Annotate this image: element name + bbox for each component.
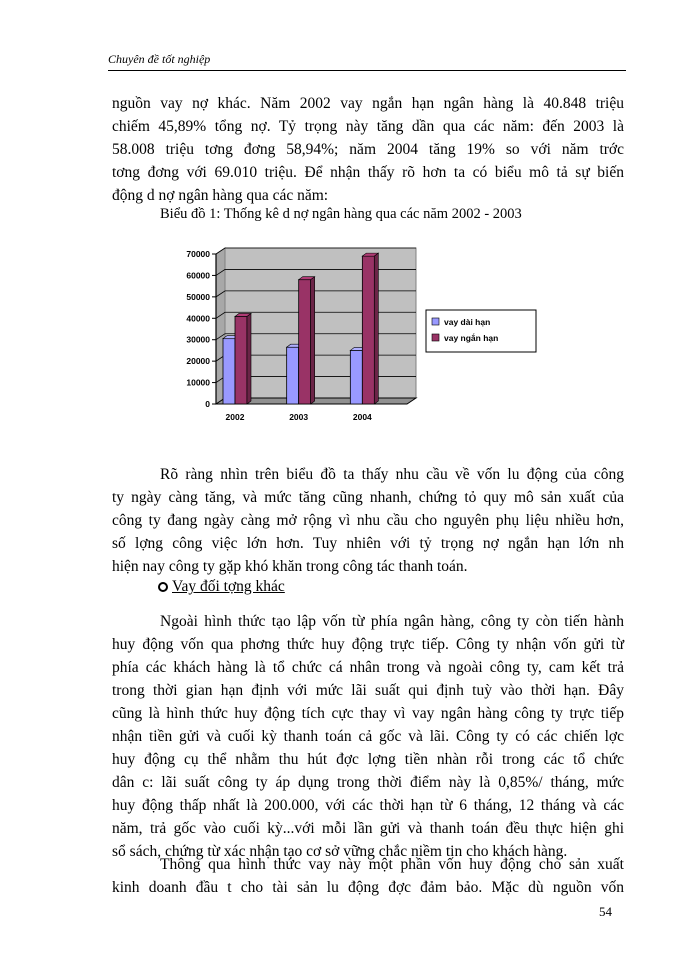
section-heading (158, 578, 285, 596)
chart-back-wall (225, 248, 416, 398)
bar (235, 316, 247, 404)
paragraph-other-loans-first-line (160, 610, 624, 633)
text-line: hiện nay công ty gặp khó khăn trong công tác thanh toán. (112, 558, 468, 575)
text-line: công ty đang ngày càng mở rộng vì nhu cầu cho nguyên phụ liệu nhiều hơn, (112, 512, 624, 529)
y-tick-label: 0 (205, 399, 210, 409)
text-line: nguồn vay nợ khác. Năm 2002 vay ngắn hạn ngân hàng là 40.848 triệu (112, 95, 624, 112)
y-tick-label: 50000 (186, 291, 210, 302)
paragraph-analysis-first-line (160, 463, 624, 486)
bar-chart (170, 240, 550, 432)
y-tick-label: 30000 (186, 334, 210, 345)
text-line: phía các khách hàng là tổ chức cá nhân trong và ngoài công ty, cam kết trả (112, 659, 624, 676)
legend-label: vay dài hạn (444, 317, 491, 327)
legend-swatch (432, 334, 439, 341)
text-line: huy động cụ thể nhằm thu hút đợc lợng tiền nhàn rỗi trong các tổ chức (112, 751, 624, 768)
bar (223, 339, 235, 404)
text-line: tơng đơng với 69.010 triệu. Để nhận thấy rõ hơn ta có biểu mô tả sự biến (112, 164, 624, 181)
bar (362, 256, 374, 404)
circle-bullet-icon (158, 582, 168, 592)
text-line: kinh doanh đầu t cho tài sản lu động đợc đảm bảo. Mặc dù nguồn vốn (112, 879, 624, 896)
text-line: 58.008 triệu tơng đơng 58,94%; năm 2004 tăng 19% so với năm trớc (112, 141, 624, 158)
paragraph-intro (112, 92, 624, 207)
bar-side (311, 277, 315, 404)
text-line: cũng là hình thức huy động tích cực thay vì vay ngân hàng công ty trực tiếp (112, 705, 624, 722)
x-tick-label: 2002 (225, 412, 245, 422)
text-line: sổ sách, chứng từ xác nhận tạo cơ sở vững chắc niềm tin cho khách hàng. (112, 843, 568, 860)
bar (350, 350, 362, 404)
y-tick-label: 10000 (186, 377, 210, 388)
y-tick-label: 60000 (186, 270, 210, 281)
text-line: huy động vốn qua phơng thức huy động trực tiếp. Công ty nhận vốn gửi từ (112, 636, 624, 653)
paragraph-closing (112, 876, 624, 899)
chart-caption: Biểu đồ 1: Thống kê d nợ ngân hàng qua các năm 2002 - 2003 (160, 206, 522, 222)
paragraph-other-loans (112, 633, 624, 863)
y-tick-label: 20000 (186, 356, 210, 367)
running-header: Chuyên đề tốt nghiệp (108, 52, 211, 66)
text-line: năm, trả gốc vào cuối kỳ...với mỗi lần gửi và thanh toán đều thực hiện ghi (112, 820, 624, 837)
y-tick-label: 40000 (186, 313, 210, 324)
text-line: Thông qua hình thức vay này một phần vốn huy động cho sản xuất (160, 856, 624, 873)
page-number: 54 (599, 904, 612, 919)
legend-swatch (432, 318, 439, 325)
y-tick-label: 70000 (186, 249, 210, 259)
text-line: dân c: lãi suất công ty áp dụng trong thời điểm này là 0,85%/ tháng, mức (112, 774, 624, 791)
x-tick-label: 2004 (352, 412, 372, 422)
text-line: trong thời gian hạn định với mức lãi suất qui định tuỳ vào thời hạn. Đây (112, 682, 624, 699)
legend-label: vay ngắn hạn (444, 333, 499, 343)
text-line: chiếm 45,89% tổng nợ. Tỷ trọng này tăng dần qua các năm: đến 2003 là (112, 118, 624, 135)
text-line: huy động thấp nhất là 200.000, với các thời hạn từ 6 tháng, 12 tháng và các (112, 797, 624, 814)
bar-side (247, 313, 251, 404)
bar-side (374, 253, 378, 404)
bar (287, 347, 299, 404)
section-title: Vay đối tợng khác (172, 578, 285, 595)
text-line: Ngoài hình thức tạo lập vốn từ phía ngân hàng, công ty còn tiến hành (160, 613, 624, 630)
text-line: nhận tiền gửi và cuối kỳ thanh toán cả gốc và lãi. Công ty có các chiến lợc (112, 728, 624, 745)
paragraph-analysis (112, 486, 624, 578)
text-line: động d nợ ngân hàng qua các năm: (112, 187, 329, 204)
bar (299, 280, 311, 404)
x-tick-label: 2003 (289, 412, 309, 422)
text-line: Rõ ràng nhìn trên biểu đồ ta thấy nhu cầu về vốn lu động của công (160, 466, 624, 483)
paragraph-closing-first-line (160, 853, 624, 876)
text-line: số lợng công việc lớn hơn. Tuy nhiên với tỷ trọng nợ ngắn hạn lớn nh (112, 535, 624, 552)
header-rule (108, 70, 626, 71)
text-line: ty ngày càng tăng, và mức tăng cũng nhanh, chứng tỏ quy mô sản xuất của (112, 489, 624, 506)
